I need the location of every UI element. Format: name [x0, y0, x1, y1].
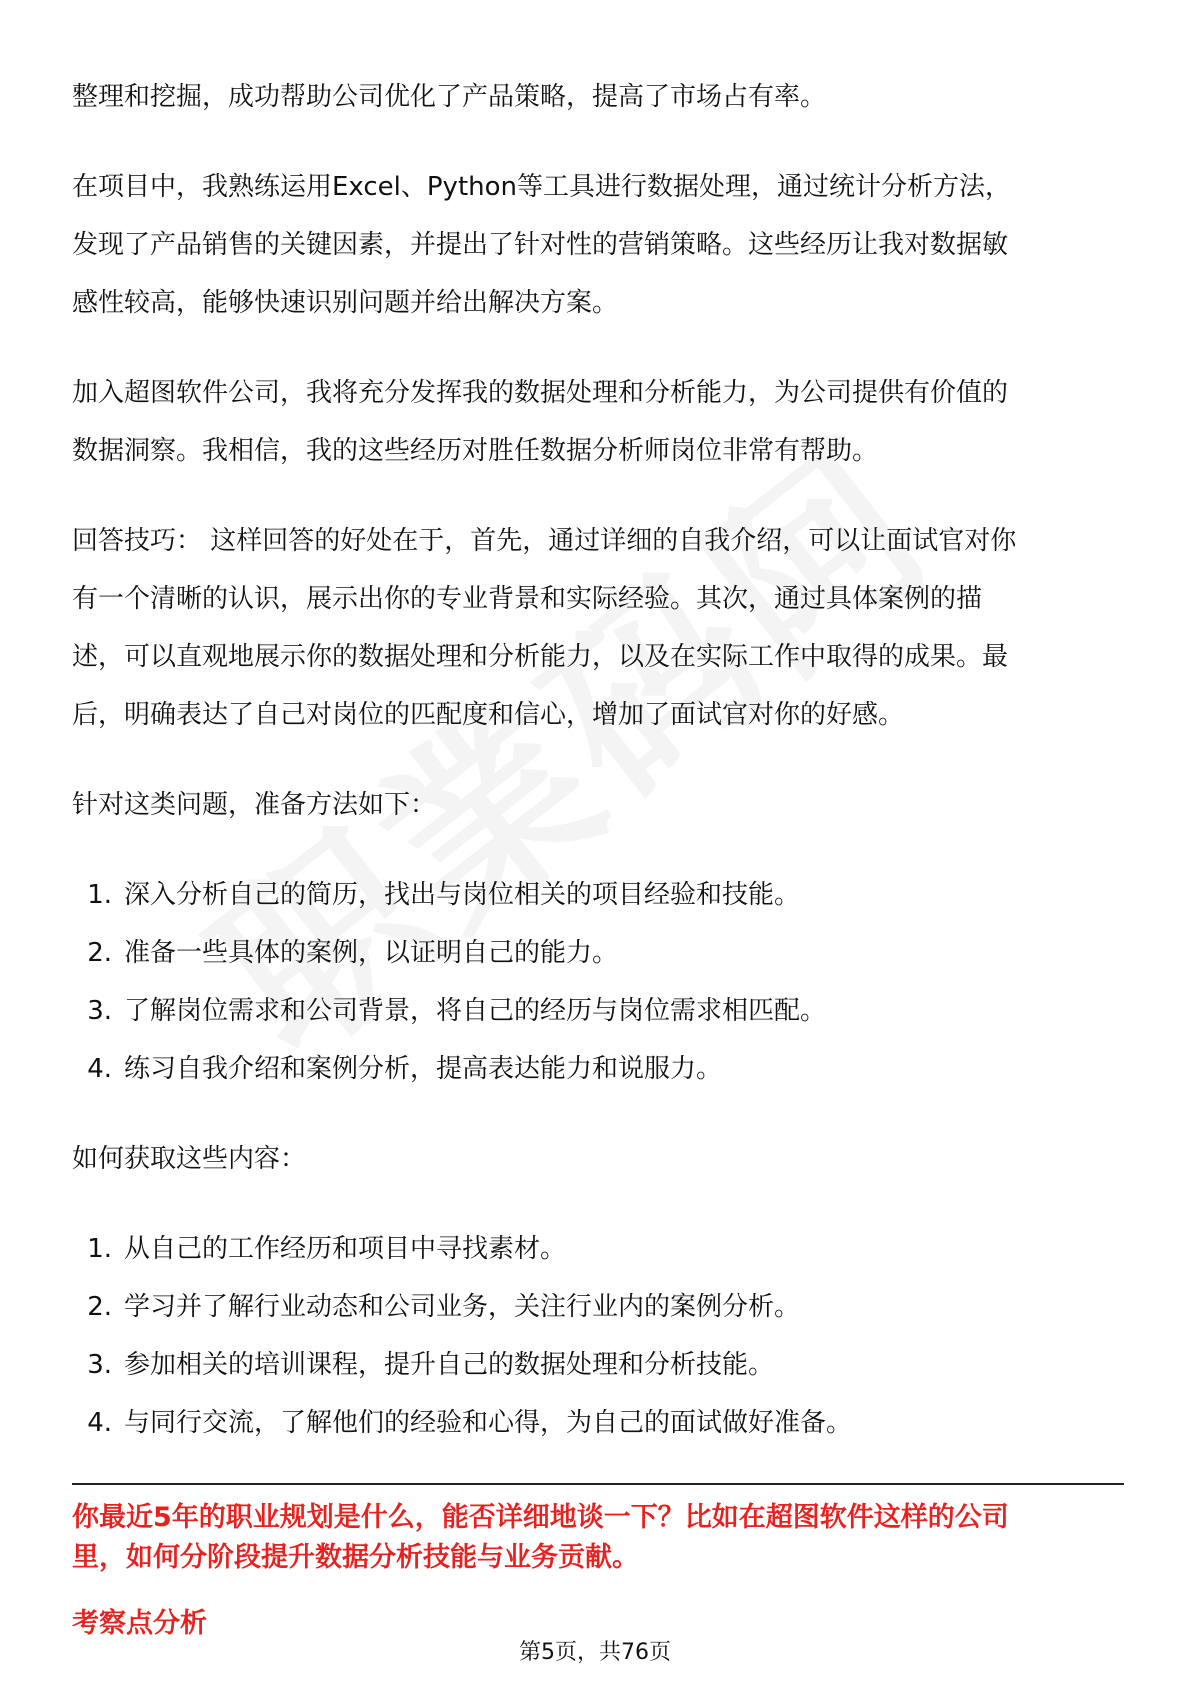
- question-line: 里，如何分阶段提升数据分析技能与业务贡献。: [72, 1542, 639, 1573]
- list-item-text: 学习并了解行业动态和公司业务，关注行业内的案例分析。: [124, 1292, 801, 1322]
- list-item-text: 准备一些具体的案例，以证明自己的能力。: [124, 938, 619, 968]
- list-item-text: 练习自我介绍和案例分析，提高表达能力和说服力。: [124, 1054, 723, 1084]
- list-item-text: 参加相关的培训课程，提升自己的数据处理和分析技能。: [124, 1350, 775, 1380]
- list-number: 2.: [87, 938, 112, 968]
- answer-tips-line: 述，可以直观地展示你的数据处理和分析能力，以及在实际工作中取得的成果。最: [72, 642, 1009, 672]
- paragraph-line: 加入超图软件公司，我将充分发挥我的数据处理和分析能力，为公司提供有价值的: [72, 378, 1009, 408]
- obtain-heading: 如何获取这些内容：: [72, 1144, 307, 1174]
- list-item: [72, 1040, 1124, 1098]
- list-number: 2.: [87, 1292, 112, 1322]
- answer-tips-line: 后，明确表达了自己对岗位的匹配度和信心，增加了面试官对你的好感。: [72, 700, 905, 730]
- list-number: 4.: [87, 1408, 112, 1438]
- list-number: 1.: [87, 880, 112, 910]
- section-divider: [72, 1483, 1124, 1485]
- list-item-text: 从自己的工作经历和项目中寻找素材。: [124, 1234, 567, 1264]
- list-item-text: 与同行交流，了解他们的经验和心得，为自己的面试做好准备。: [124, 1408, 853, 1438]
- paragraph-line: 发现了产品销售的关键因素，并提出了针对性的营销策略。这些经历让我对数据敏: [72, 230, 1009, 260]
- list-item-text: 深入分析自己的简历，找出与岗位相关的项目经验和技能。: [124, 880, 801, 910]
- paragraph-line: 感性较高，能够快速识别问题并给出解决方案。: [72, 288, 619, 318]
- paragraph-line: 数据洞察。我相信，我的这些经历对胜任数据分析师岗位非常有帮助。: [72, 436, 879, 466]
- prep-list: [72, 866, 1124, 1098]
- list-number: 4.: [87, 1054, 112, 1084]
- list-item: [72, 1394, 1124, 1452]
- page-footer: 第5页，共76页: [519, 1640, 671, 1665]
- interview-question: [72, 1498, 1124, 1578]
- list-item-text: 了解岗位需求和公司背景，将自己的经历与岗位需求相匹配。: [124, 996, 827, 1026]
- obtain-list: [72, 1220, 1124, 1452]
- list-item: [72, 1336, 1124, 1394]
- prep-heading: 针对这类问题，准备方法如下：: [72, 790, 437, 820]
- list-item: [72, 982, 1124, 1040]
- answer-tips-line: 回答技巧： 这样回答的好处在于，首先，通过详细的自我介绍，可以让面试官对你: [72, 526, 1017, 556]
- list-item: [72, 1220, 1124, 1278]
- answer-tips-line: 有一个清晰的认识，展示出你的专业背景和实际经验。其次，通过具体案例的描: [72, 584, 983, 614]
- list-item: [72, 924, 1124, 982]
- body-content: [72, 68, 1124, 1452]
- question-line: 你最近5年的职业规划是什么，能否详细地谈一下？比如在超图软件这样的公司: [72, 1502, 1009, 1533]
- list-number: 3.: [87, 996, 112, 1026]
- list-number: 1.: [87, 1234, 112, 1264]
- paragraph-line: 整理和挖掘，成功帮助公司优化了产品策略，提高了市场占有率。: [72, 82, 827, 112]
- list-item: [72, 866, 1124, 924]
- list-number: 3.: [87, 1350, 112, 1380]
- paragraph-line: 在项目中，我熟练运用Excel、Python等工具进行数据处理，通过统计分析方法，: [72, 172, 1011, 202]
- section-title: 考察点分析: [72, 1608, 207, 1639]
- list-item: [72, 1278, 1124, 1336]
